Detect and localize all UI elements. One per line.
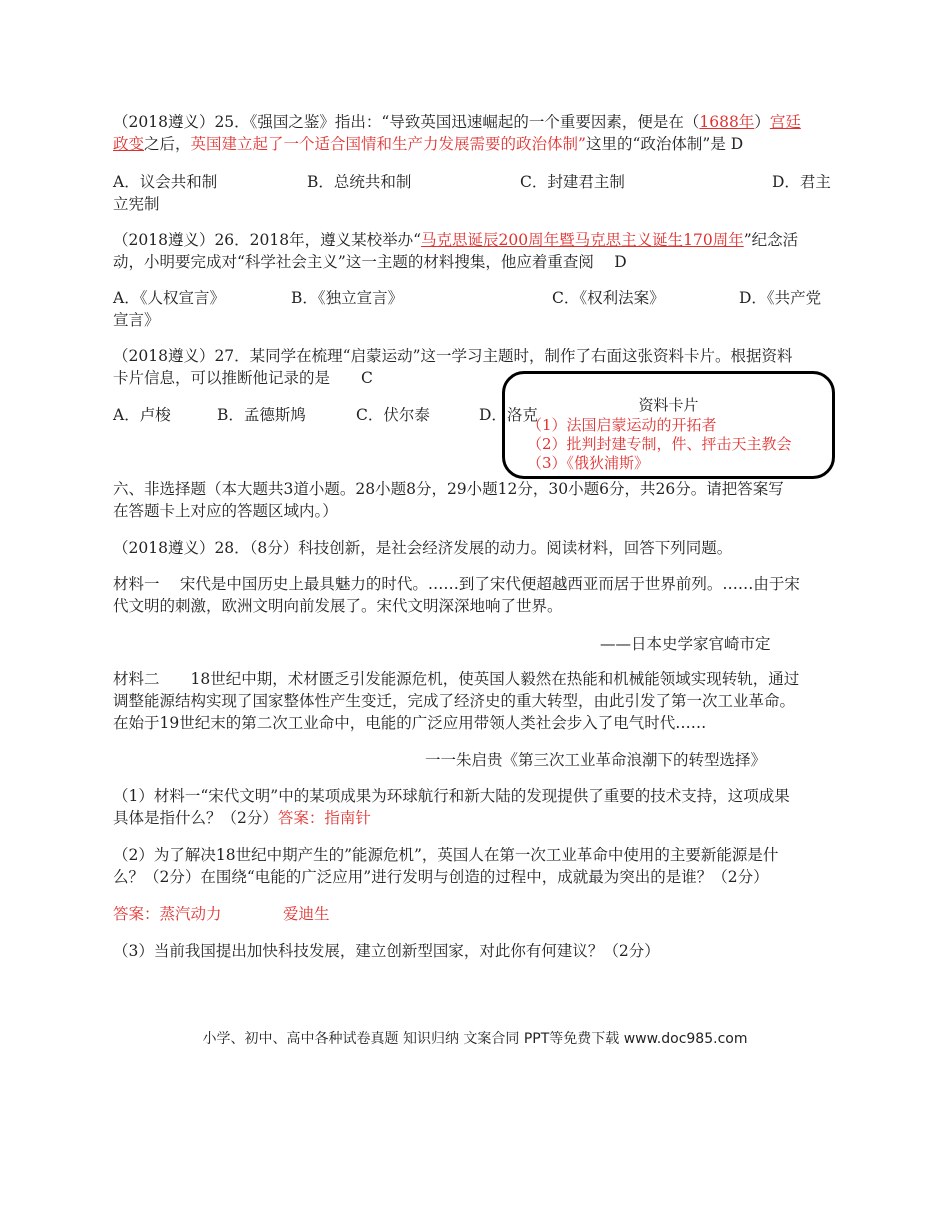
q26-option-c: C．《权利法案》 [552,289,665,307]
info-card-item: （3）《俄狄浦斯》 [527,454,650,472]
q25-highlight-c: 英国建立起了一个适合国情和生产力发展需要的政治体制” [190,135,586,153]
info-card [502,371,835,479]
q28-part2-answer-a: 答案：蒸汽动力 [113,905,222,923]
q28-material2-line-2: 调整能源结构实现了国家整体性产生变迁，完成了经济史的重大转型，由此引发了第一次工业革命。 [113,692,796,710]
q26-text-2: ”纪念活 [743,231,799,249]
q28-part2-line-1: （2）为了解决18世纪中期产生的”能源危机”，英国人在第一次工业革命中使用的主要新能源是什 [113,846,779,864]
q26-text: （2018遵义）26．2018年，遵义某校举办“ [113,231,422,249]
info-card-title: 资料卡片 [638,396,699,414]
q28-material1-line-2: 代文明的刺激，欧洲文明向前发展了。宋代文明深深地响了世界。 [113,597,563,615]
q25-line-2 [113,133,743,155]
q25-line-1 [113,111,801,133]
q25-year: 1688年 [699,113,755,131]
q27-line-2: 卡片信息，可以推断他记录的是 C [113,369,373,387]
q26-line-1 [113,229,798,251]
section6-line-1: 六、非选择题（本大题共3道小题。28小题8分，29小题12分，30小题6分，共26分。请把答案写 [113,480,784,498]
q26-line-2: 动，小明要完成对“科学社会主义”这一主题的材料搜集，他应着重查阅 D [113,253,627,271]
q25-highlight-b: 政变 [113,135,145,153]
q25-option-b: B．总统共和制 [307,173,412,191]
q25-paren: ） [754,113,770,131]
q28-part1-text: 具体是指什么？（2分） [113,809,278,827]
q28-part2-line-2: 么？（2分）在围绕“电能的广泛应用”进行发明与创造的过程中，成就最为突出的是谁？（2分） [113,868,769,886]
q25-option-d-cont: 立宪制 [113,195,160,213]
q27-option-c: C．伏尔泰 [356,406,430,424]
q28-part2-answer-b: 爱迪生 [283,905,330,923]
q27-option-b: B．孟德斯鸠 [217,406,306,424]
q28-material2-source: 一一朱启贵《第三次工业革命浪潮下的转型选择》 [425,751,767,769]
q25-text-3: 这里的“政治体制”是 D [585,135,744,153]
q25-option-d: D．君主 [772,173,831,191]
q25-highlight-a: 宫廷 [769,113,801,131]
q28-intro: （2018遵义）28．（8分）科技创新，是社会经济发展的动力。阅读材料，回答下列同题。 [113,539,733,557]
footer-text: 小学、初中、高中各种试卷真题 知识归纳 文案合同 PPT等免费下载 www.doc985.com [202,1031,748,1047]
q25-text: （2018遵义）25．《强国之鉴》指出：“导致英国迅速崛起的一个重要因素，便是在（ [113,113,700,131]
q27-option-a: A．卢梭 [113,406,171,424]
q28-material1-line-1: 材料一 宋代是中国历史上最具魅力的时代。……到了宋代便超越西亚而居于世界前列。……由于宋 [113,575,800,593]
q25-option-c: C．封建君主制 [520,173,625,191]
q28-part1-line-2 [113,807,371,829]
q28-material1-source: ——日本史学家官崎市定 [600,635,771,653]
q28-part3: （3）当前我国提出加快科技发展，建立创新型国家，对此你有何建议？（2分） [113,942,660,960]
info-card-item: （1）法国启蒙运动的开拓者 [527,416,717,434]
q25-text-2: 之后， [144,135,191,153]
q28-part1-answer: 答案：指南针 [277,809,371,827]
q27-line-1: （2018遵义）27．某同学在梳理“启蒙运动”这一学习主题时，制作了右面这张资料卡片。根据资料 [113,347,793,365]
q28-part1-line-1: （1）材料一“宋代文明”中的某项成果为环球航行和新大陆的发现提供了重要的技术支持，这项成果 [113,787,790,805]
q26-option-d-cont: 宣言》 [113,311,160,329]
q25-option-a: A．议会共和制 [113,173,218,191]
q26-option-b: B．《独立宣言》 [291,289,404,307]
q26-option-a: A．《人权宣言》 [113,289,225,307]
section6-line-2: 在答题卡上对应的答题区域内。） [113,502,338,520]
info-card-item: （2）批判封建专制，件、抨击天主教会 [527,435,792,453]
q28-material2-line-3: 在始于19世纪末的第二次工业命中，电能的广泛应用带领人类社会步入了电气时代…… [113,714,707,732]
q26-option-d: D．《共产党 [739,289,822,307]
q28-material2-line-1: 材料二 18世纪中期，术材匮乏引发能源危机，使英国人毅然在热能和机械能领域实现转轨，通过 [113,670,800,688]
q27-option-d: D．洛克 [479,406,538,424]
q26-highlight: 马克思诞辰200周年暨马克思主义诞生170周年 [421,231,744,249]
